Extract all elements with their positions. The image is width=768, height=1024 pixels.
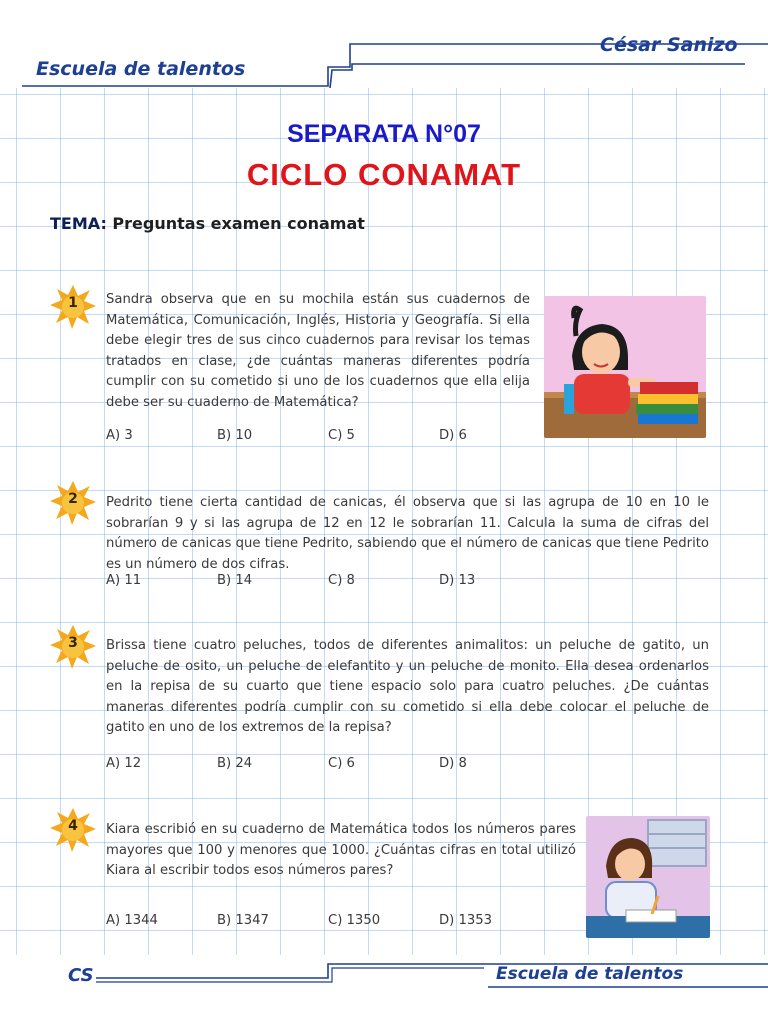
question-3-option-c[interactable]: C) 6 <box>328 756 355 771</box>
question-1-options <box>106 428 530 448</box>
question-3-badge <box>48 622 98 672</box>
girl-with-notebooks-illustration <box>544 296 706 438</box>
question-3-option-b[interactable]: B) 24 <box>217 756 253 771</box>
topic-line <box>50 214 365 233</box>
topic-value: Preguntas examen conamat <box>112 214 365 233</box>
question-1-option-a[interactable]: A) 3 <box>106 428 133 443</box>
author-name: César Sanizo <box>600 34 738 56</box>
question-4-option-c[interactable]: C) 1350 <box>328 913 381 928</box>
question-2-options <box>106 573 530 593</box>
question-1-number: 1 <box>68 295 78 311</box>
brand-name-top: Escuela de talentos <box>36 58 246 80</box>
brand-name-bottom: Escuela de talentos <box>496 964 684 984</box>
separata-title: SEPARATA N°07 <box>287 120 481 148</box>
question-2-number: 2 <box>68 491 78 507</box>
question-4-option-d[interactable]: D) 1353 <box>439 913 493 928</box>
question-3-number: 3 <box>68 635 78 651</box>
question-3-text: Brissa tiene cuatro peluches, todos de diferentes animalitos: un peluche de gatito, un peluche de osito, un peluche de elefantito y un peluche de monito. Ella desea ordenarlos en la repisa de su cuarto que tiene espacio solo para cuatro peluches. ¿De cuántas maneras diferentes podría cumplir con su cometido si ella debe colocar el peluche de gatito en uno de los extremos de la repisa? <box>106 638 709 735</box>
question-4-option-b[interactable]: B) 1347 <box>217 913 269 928</box>
question-2-option-a[interactable]: A) 11 <box>106 573 142 588</box>
question-2-text: Pedrito tiene cierta cantidad de canicas, él observa que si las agrupa de 10 en 10 le sobrarían 9 y si las agrupa de 12 en 12 le sobrarían 11. Calcula la suma de cifras del número de canicas que tiene Pedrito, sabiendo que el número de canicas que tiene Pedrito es un número de dos cifras. <box>106 495 709 572</box>
question-1-badge <box>48 282 98 332</box>
question-1-text: Sandra observa que en su mochila están sus cuadernos de Matemática, Comunicación, Inglés, Historia y Geografía. Si ella debe elegir tres de sus cinco cuadernos para revisar los temas tratados en clase, ¿de cuántas maneras diferentes podría cumplir con su cometido si uno de los cuadernos que ella elija debe ser su cuaderno de Matemática? <box>106 292 530 410</box>
question-4-badge <box>48 805 98 855</box>
topic-label: TEMA: <box>50 214 107 233</box>
question-2-option-b[interactable]: B) 14 <box>217 573 253 588</box>
question-1-option-c[interactable]: C) 5 <box>328 428 355 443</box>
question-3-options <box>106 756 530 776</box>
question-4-options <box>106 913 530 933</box>
question-3-option-d[interactable]: D) 8 <box>439 756 467 771</box>
question-4-number: 4 <box>68 818 78 834</box>
question-2-option-c[interactable]: C) 8 <box>328 573 355 588</box>
question-4-text: Kiara escribió en su cuaderno de Matemática todos los números pares mayores que 100 y menores que 1000. ¿Cuántas cifras en total utilizó Kiara al escribir todos esos números pares? <box>106 822 576 878</box>
girl-writing-illustration <box>586 816 710 938</box>
question-3-option-a[interactable]: A) 12 <box>106 756 142 771</box>
question-1-option-b[interactable]: B) 10 <box>217 428 253 443</box>
question-2-option-d[interactable]: D) 13 <box>439 573 476 588</box>
question-2-badge <box>48 478 98 528</box>
cs-logo: CS <box>68 965 94 986</box>
question-1-option-d[interactable]: D) 6 <box>439 428 467 443</box>
cycle-title: CICLO CONAMAT <box>246 157 522 192</box>
question-4-option-a[interactable]: A) 1344 <box>106 913 158 928</box>
